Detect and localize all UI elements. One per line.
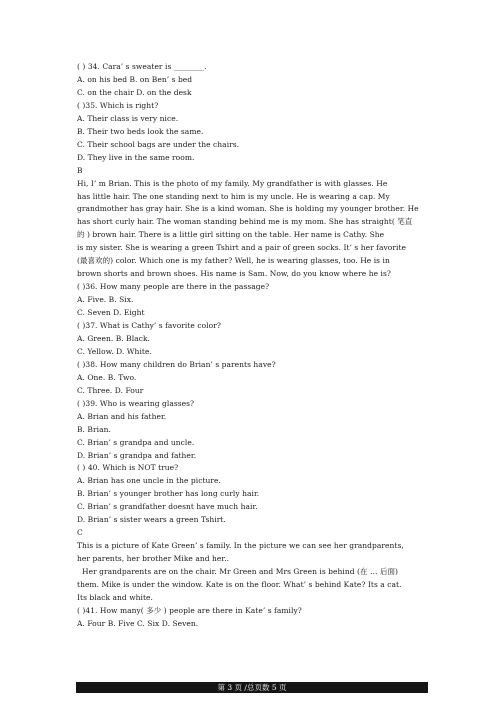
text-line: ( )36. How many people are there in the passage? — [77, 282, 270, 292]
text-line: C. Their school bags are under the chairs. — [77, 139, 240, 149]
text-line: brown shorts and brown shoes. His name is Sam. Now, do you know where he is? — [77, 269, 391, 279]
text-line: them. Mike is under the window. Kate is on the floor. What’ s behind Kate? Its a cat. — [77, 580, 402, 589]
text-line: ( )41. How many( 多少 ) people are there in Kate’ s family? — [77, 605, 302, 615]
text-line: C. Seven D. Eight — [77, 308, 145, 317]
text-line: B. Their two beds look the same. — [77, 126, 204, 136]
text-line: C. on the chair D. on the desk — [77, 87, 192, 97]
text-line: A. Green. B. Black. — [77, 333, 150, 343]
text-line: Hi, I’ m Brian. This is the photo of my family. My grandfather is with glasses. He — [77, 178, 388, 188]
text-line: A. Four B. Five C. Six D. Seven. — [77, 618, 199, 628]
page-footer — [76, 682, 428, 693]
text-line: D. Brian’ s grandpa and father. — [77, 450, 197, 460]
text-line: B. Brian. — [77, 424, 111, 434]
text-line: is my sister. She is wearing a green Tshirt and a pair of green socks. It’ s her favorite — [77, 243, 407, 253]
text-line: D. They live in the same room. — [77, 152, 195, 162]
text-line: 的 ) brown hair. There is a little girl sitting on the table. Her name is Cathy. She — [77, 230, 385, 240]
text-line: A. on his bed B. on Ben’ s bed — [77, 75, 193, 84]
text-line: her parents, her brother Mike and her.. — [77, 554, 230, 564]
text-line: has short curly hair. The woman standing behind me is my mom. She has straight( 笔直 — [77, 217, 413, 227]
text-line: ( )37. What is Cathy’ s favorite color? — [77, 321, 221, 330]
text-line: A. Brian and his father. — [77, 411, 167, 421]
text-line: C. Brian’ s grandpa and uncle. — [77, 437, 195, 447]
text-line: ( )39. Who is wearing glasses? — [77, 398, 195, 408]
text-line: B. Brian’ s younger brother has long curly hair. — [77, 489, 260, 499]
text-line: A. One. B. Two. — [77, 372, 137, 382]
text-line: C. Yellow. D. White. — [77, 346, 152, 356]
text-line: Its black and white. — [77, 592, 153, 602]
text-line: A. Brian has one uncle in the picture. — [77, 476, 221, 486]
text-line: has little hair. The one standing next to him is my uncle. He is wearing a cap. My — [77, 191, 390, 201]
text-line: C — [77, 528, 83, 538]
text-line: (最喜欢的) color. Which one is my father? Well, he is wearing glasses, too. He is in — [77, 256, 390, 266]
text-line: ( ) 34. Cara’ s sweater is ________. — [77, 62, 207, 71]
page-number: 第 3 页 /总页数 5 页 — [217, 683, 287, 692]
text-line: This is a picture of Kate Green’ s family. In the picture we can see her grandparents, — [77, 541, 404, 551]
text-line: grandmother has gray hair. She is a kind woman. She is holding my younger brother. He — [77, 204, 419, 214]
text-line: A. Their class is very nice. — [77, 113, 179, 123]
text-line: C. Three. D. Four — [77, 385, 144, 395]
text-line: ( )38. How many children do Brian’ s parents have? — [77, 359, 276, 369]
text-line: C. Brian’ s grandfather doesnt have much hair. — [77, 502, 258, 512]
text-line: D. Brian’ s sister wears a green Tshirt. — [77, 515, 226, 525]
text-line: ( ) 40. Which is NOT true? — [77, 463, 179, 473]
text-line: ( )35. Which is right? — [77, 100, 159, 110]
text-line: Her grandparents are on the chair. Mr Green and Mrs Green is behind (在 … 后面) — [82, 567, 399, 576]
text-line: B — [77, 165, 83, 175]
text-line: A. Five. B. Six. — [77, 295, 134, 305]
